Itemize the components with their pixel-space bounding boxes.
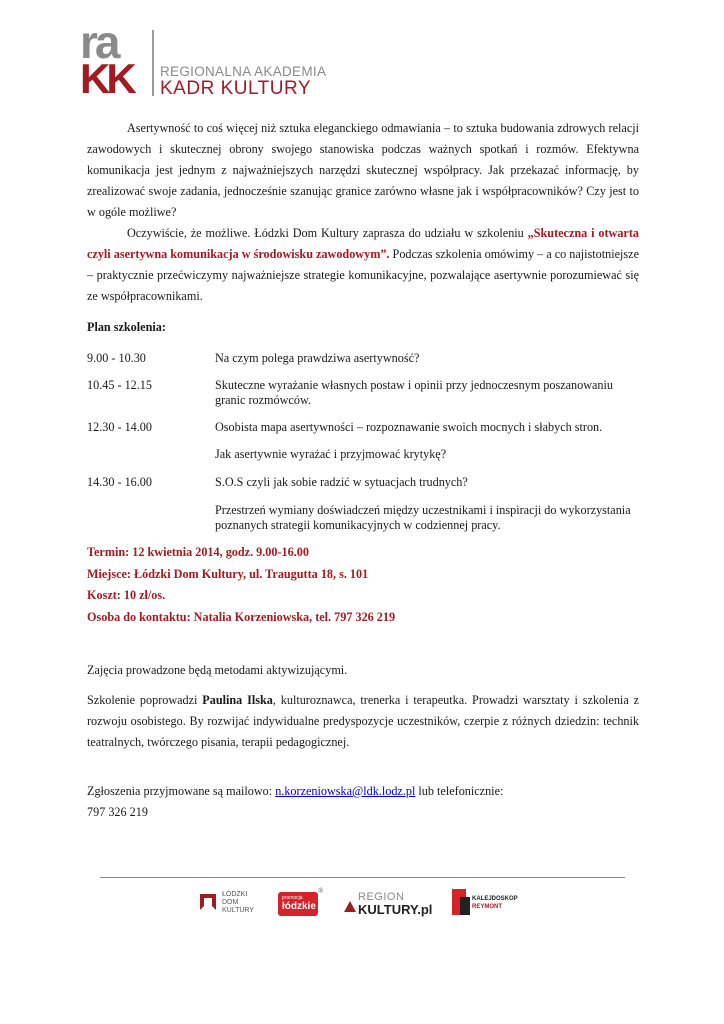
info-miejsce: Miejsce: Łódzki Dom Kultury, ul. Traugutta 18, s. 101 xyxy=(87,567,369,581)
methods-text: Zajęcia prowadzone będą metodami aktywizującymi. xyxy=(87,663,348,677)
registration-phone: 797 326 219 xyxy=(87,805,148,819)
schedule-topic-4: Jak asertywnie wyrażać i przyjmować krytykę? xyxy=(215,447,447,461)
kalejdoskop-reymont-logo xyxy=(452,887,524,921)
registration-post: lub telefonicznie: xyxy=(415,784,504,798)
invite-post: Podczas szkolenia omówimy – a co najistotniejsze – praktycznie przećwiczymy najważniejsze strategie komunikacyjne, pozwalające asertywnie porozumiewać się ze współpracownikami. xyxy=(87,247,639,303)
ldk-logo xyxy=(200,887,260,921)
training-title: „Skuteczna i otwarta czyli asertywna komunikacja w środowisku zawodowym”. xyxy=(87,226,639,261)
ldk-logo-text: ŁÓDZKI DOM KULTURY xyxy=(222,891,255,914)
schedule-time-1: 9.00 - 10.30 xyxy=(87,351,146,365)
schedule-time-3: 12.30 - 14.00 xyxy=(87,420,152,434)
ldk-logo-mark xyxy=(200,894,216,910)
invite-paragraph xyxy=(87,223,639,307)
rk-top-text: REGION xyxy=(358,891,405,903)
kal-top-text: KALEJDOSKOP xyxy=(472,896,518,902)
schedule-topic-6: Przestrzeń wymiany doświadczeń między uczestnikami i inspiracji do wykorzystania poznanych strategii komunikacyjnych w codziennej pracy. xyxy=(215,503,631,532)
schedule-topic-1: Na czym polega prawdziwa asertywność? xyxy=(215,351,420,365)
logo-line1: REGIONALNA AKADEMIA xyxy=(160,64,327,79)
email-link[interactable]: n.korzeniowska@ldk.lodz.pl xyxy=(275,784,416,798)
registered-icon: ® xyxy=(318,887,324,895)
raKK-logo xyxy=(80,16,327,102)
registration-pre: Zgłoszenia przyjmowane są mailowo: xyxy=(87,784,276,798)
logo-line2: KADR KULTURY xyxy=(160,78,311,99)
registration-line xyxy=(87,784,503,799)
trainer-paragraph xyxy=(87,690,639,753)
logo-divider xyxy=(152,30,154,96)
schedule-time-2: 10.45 - 12.15 xyxy=(87,378,152,392)
kal-logo-block-dark xyxy=(460,897,470,915)
schedule-topic-2: Skuteczne wyrażanie własnych postaw i opinii przy jednoczesnym poszanowaniu granic rozmówców. xyxy=(215,378,614,407)
plan-heading: Plan szkolenia: xyxy=(87,320,166,334)
invite-pre: Oczywiście, że możliwe. Łódzki Dom Kultury zaprasza do udziału w szkoleniu xyxy=(127,226,528,240)
logo-ra: ra xyxy=(80,16,118,68)
schedule-topic-3: Osobista mapa asertywności – rozpoznawanie swoich mocnych i słabych stron. xyxy=(215,420,603,434)
schedule-time-5: 14.30 - 16.00 xyxy=(87,475,152,489)
intro-paragraph: Asertywność to coś więcej niż sztuka eleganckiego odmawiania – to sztuka budowania zdrowych relacji zawodowych i skutecznej obrony swojego stanowiska podczas ważnych spotkań i rozmów. Efektywna komunikacja jest jednym z najważniejszych narzędzi skutecznej współpracy. Jak przekazać informację, by zrealizować swoje zadania, jednocześnie szanując granice zarówno własne jak i współpracowników? Czy jest to w ogóle możliwe? xyxy=(87,121,639,219)
trainer-pre: Szkolenie poprowadzi xyxy=(87,693,203,707)
info-kontakt: Osoba do kontaktu: Natalia Korzeniowska, tel. 797 326 219 xyxy=(87,610,396,624)
trainer-post: , kulturoznawca, trenerka i terapeutka. Prowadzi warsztaty i szkolenia z rozwoju osobistego. By rozwijać indywidualne predyspozycje uczestników, czerpie z różnych dziedzin: technik teatralnych, twórczego pisania, terapii pedagogicznej. xyxy=(87,693,639,749)
rk-bottom-text: KULTURY.pl xyxy=(358,902,433,917)
promo-big-text: łódzkie xyxy=(282,901,316,912)
region-kultury-logo xyxy=(344,887,436,921)
info-termin: Termin: 12 kwietnia 2014, godz. 9.00-16.00 xyxy=(87,545,309,559)
promocja-lodzkie-logo xyxy=(278,887,324,921)
logo-kk: KK xyxy=(80,55,133,102)
schedule-topic-5: S.O.S czyli jak sobie radzić w sytuacjach trudnych? xyxy=(215,475,468,489)
footer-divider xyxy=(100,877,625,878)
trainer-name: Paulina Ilska xyxy=(202,693,273,707)
promo-small-text: promocja xyxy=(282,895,303,901)
info-koszt: Koszt: 10 zł/os. xyxy=(87,588,166,602)
triangle-icon xyxy=(344,901,356,912)
kal-bottom-text: REYMONT xyxy=(472,904,502,910)
